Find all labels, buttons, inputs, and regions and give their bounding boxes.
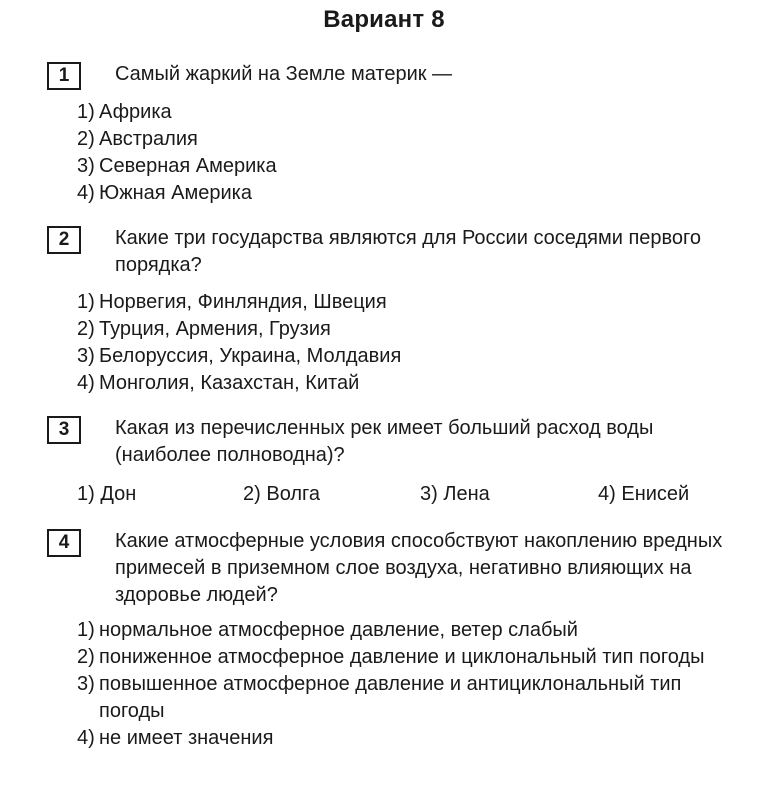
question-3-options [77,481,737,508]
option-text: не имеет значения [99,727,274,749]
question-4-option-1[interactable] [77,617,737,644]
option-number: 2) [77,646,95,668]
question-2-option-2[interactable] [77,316,737,343]
question-1-option-2[interactable] [77,126,737,153]
option-text: Африка [99,101,172,123]
option-number: 2) [77,128,95,150]
question-1-option-4[interactable] [77,180,737,207]
question-4-option-3[interactable] [77,671,737,725]
option-number: 3) [420,483,438,505]
question-1-option-1[interactable] [77,99,737,126]
option-number: 4) [77,372,95,394]
option-text: Норвегия, Финляндия, Швеция [99,291,387,313]
option-text: нормальное атмосферное давление, ветер слабый [99,619,578,641]
question-2-option-1[interactable] [77,289,737,316]
option-text: Северная Америка [99,155,277,177]
question-4-number-box: 4 [47,529,81,557]
question-2-option-3[interactable] [77,343,737,370]
question-2-option-4[interactable] [77,370,737,397]
question-3-option-3[interactable] [420,481,490,508]
option-number: 4) [77,727,95,749]
option-text: Белоруссия, Украина, Молдавия [99,345,402,367]
option-text: Енисей [621,483,690,505]
question-4-option-2[interactable] [77,644,737,671]
question-3-number-box: 3 [47,416,81,444]
option-text: пониженное атмосферное давление и циклональный тип погоды [99,646,705,668]
question-2-number-box: 2 [47,226,81,254]
question-1-option-3[interactable] [77,153,737,180]
question-3-option-4[interactable] [598,481,689,508]
option-number: 1) [77,619,95,641]
question-4-options [77,617,737,752]
option-number: 3) [77,673,95,695]
question-3-option-2[interactable] [243,481,320,508]
question-1-number-box: 1 [47,62,81,90]
question-4-option-4[interactable] [77,725,737,752]
option-number: 1) [77,101,95,123]
option-number: 1) [77,483,95,505]
question-1-text: Самый жаркий на Земле материк — [115,63,453,85]
option-number: 3) [77,345,95,367]
question-4-text: Какие атмосферные условия способствуют накоплению вредных примесей в приземном слое воздуха, негативно влияющих на здоровье людей? [115,530,723,606]
option-number: 3) [77,155,95,177]
option-number: 2) [77,318,95,340]
page-title: Вариант 8 [323,6,445,33]
question-2-text: Какие три государства являются для России соседями первого порядка? [115,227,702,276]
option-text: Лена [443,483,490,505]
option-number: 4) [77,182,95,204]
option-number: 4) [598,483,616,505]
question-1-options [77,99,737,207]
option-text: Волга [266,483,321,505]
question-3-text: Какая из перечисленных рек имеет больший расход воды (наиболее полноводна)? [115,417,654,466]
option-number: 2) [243,483,261,505]
option-text: Монголия, Казахстан, Китай [99,372,360,394]
option-number: 1) [77,291,95,313]
option-text: Южная Америка [99,182,252,204]
option-text: Австралия [99,128,198,150]
option-text: повышенное атмосферное давление и антициклональный тип погоды [99,673,682,722]
option-text: Дон [100,483,137,505]
option-text: Турция, Армения, Грузия [99,318,331,340]
question-3-option-1[interactable] [77,481,136,508]
question-2-options [77,289,737,397]
